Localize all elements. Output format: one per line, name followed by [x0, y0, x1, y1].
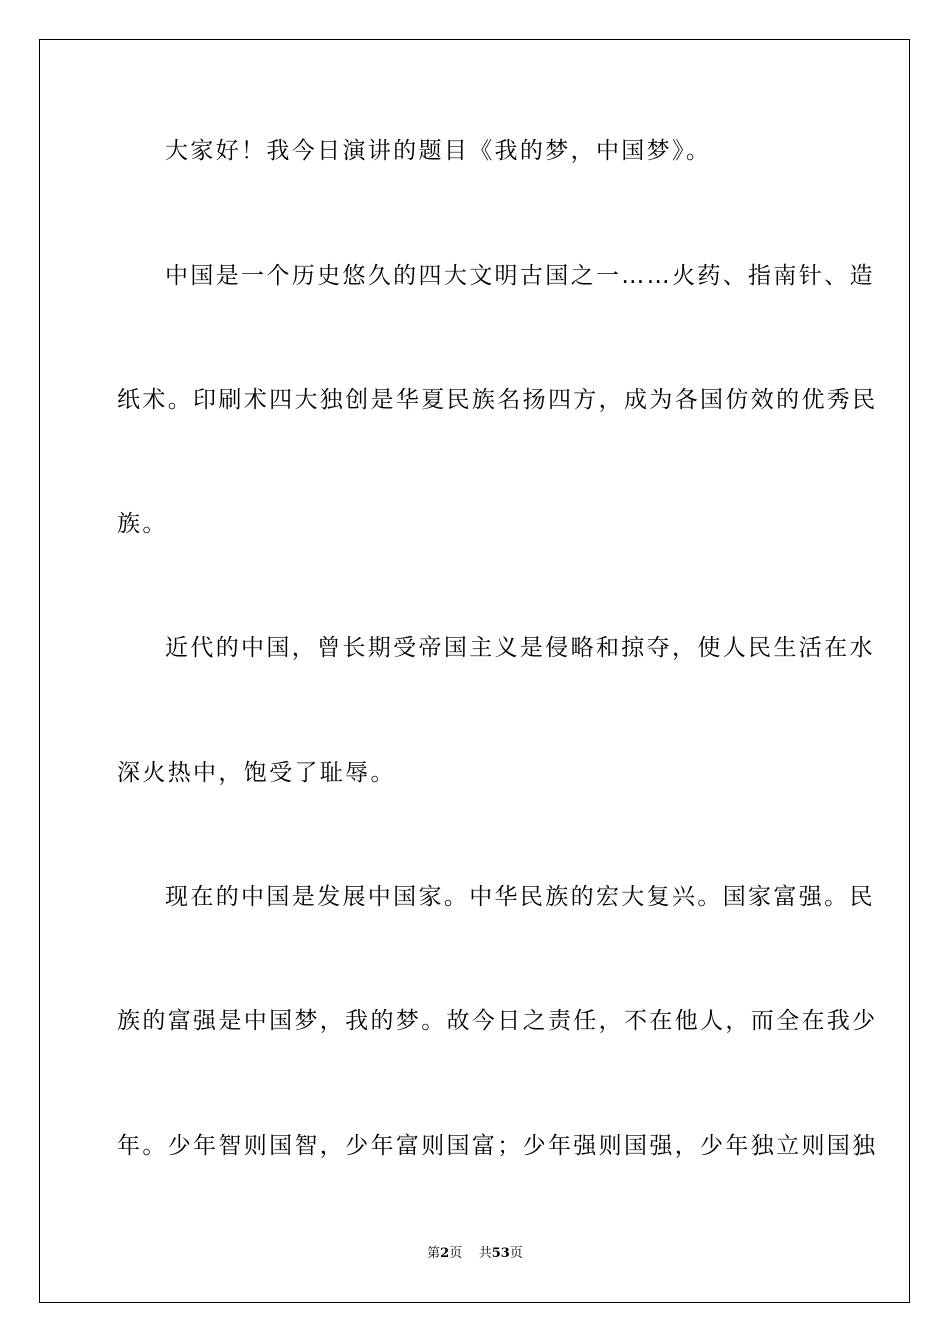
footer-total-pages: 53: [491, 1246, 510, 1261]
page-border: [39, 39, 910, 1303]
paragraph-line: 族的富强是中国梦，我的梦。故今日之责任，不在他人，而全在我少: [117, 1008, 878, 1034]
footer-spacer: [462, 1246, 479, 1261]
footer-page-suffix: 页: [449, 1246, 463, 1261]
page-footer: [0, 1246, 950, 1262]
paragraph-line: 年。少年智则国智，少年富则国富；少年强则国强，少年独立则国独: [117, 1133, 878, 1159]
paragraph-line: 近代的中国，曾长期受帝国主义是侵略和掠夺，使人民生活在水: [165, 635, 875, 661]
footer-total-suffix: 页: [509, 1246, 523, 1261]
footer-page-prefix: 第: [427, 1246, 441, 1261]
paragraph-line: 深火热中，饱受了耻辱。: [117, 760, 396, 786]
footer-page-number: 2: [440, 1246, 450, 1261]
paragraph-line: 现在的中国是发展中国家。中华民族的宏大复兴。国家富强。民: [165, 884, 875, 910]
paragraph-line: 族。: [117, 511, 168, 537]
paragraph-line: 中国是一个历史悠久的四大文明古国之一……火药、指南针、造: [165, 263, 875, 289]
footer-total-prefix: 共: [478, 1246, 492, 1261]
paragraph-line: 纸术。印刷术四大独创是华夏民族名扬四方，成为各国仿效的优秀民: [117, 387, 878, 413]
paragraph-line: 大家好！我今日演讲的题目《我的梦，中国梦》。: [165, 138, 712, 164]
